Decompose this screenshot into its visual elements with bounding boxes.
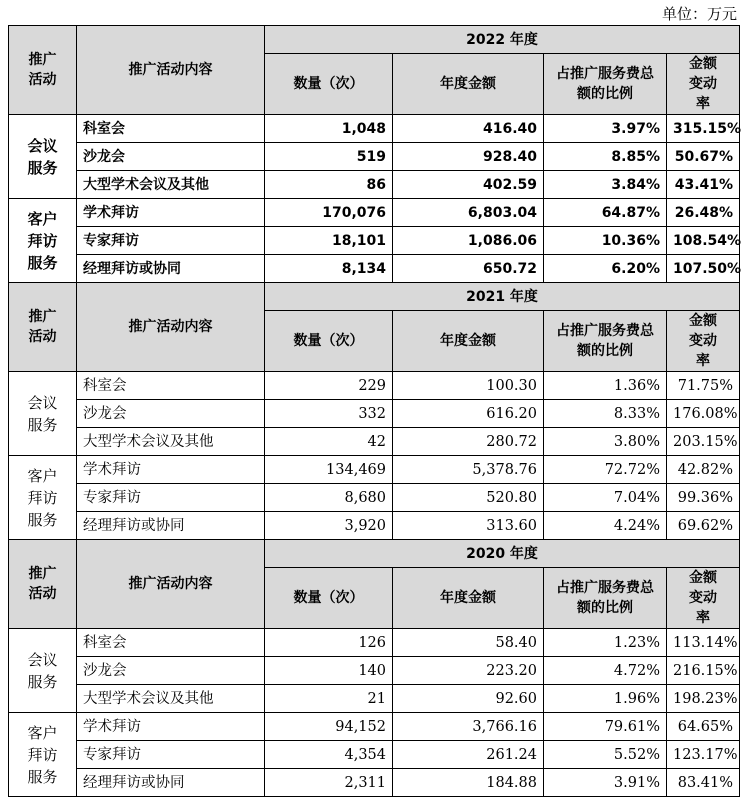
activity-change: 108.54%: [667, 227, 740, 255]
activity-amount: 3,766.16: [393, 713, 544, 741]
activity-count: 332: [265, 400, 393, 428]
activity-change: 176.08%: [667, 400, 740, 428]
activity-ratio: 3.91%: [544, 769, 667, 797]
activity-ratio: 1.23%: [544, 629, 667, 657]
activity-ratio: 3.84%: [544, 171, 667, 199]
year-header-row: [9, 26, 740, 54]
activity-count: 4,354: [265, 741, 393, 769]
activity-name: 经理拜访或协同: [77, 255, 265, 283]
header-activity: 推广活动: [9, 26, 77, 115]
unit-label: 单位：万元: [661, 5, 737, 23]
activity-amount: 92.60: [393, 685, 544, 713]
activity-ratio: 8.85%: [544, 143, 667, 171]
activity-amount: 650.72: [393, 255, 544, 283]
table-row: [9, 428, 740, 456]
header-ratio: 占推广服务费总额的比例: [544, 54, 667, 115]
activity-ratio: 4.72%: [544, 657, 667, 685]
promotion-activity-table: [8, 25, 740, 797]
activity-count: 126: [265, 629, 393, 657]
activity-amount: 261.24: [393, 741, 544, 769]
activity-name: 专家拜访: [77, 484, 265, 512]
activity-count: 519: [265, 143, 393, 171]
activity-change: 203.15%: [667, 428, 740, 456]
activity-amount: 223.20: [393, 657, 544, 685]
activity-ratio: 8.33%: [544, 400, 667, 428]
activity-change: 216.15%: [667, 657, 740, 685]
header-change: 金额变动率: [667, 568, 740, 629]
header-ratio: 占推广服务费总额的比例: [544, 568, 667, 629]
activity-count: 21: [265, 685, 393, 713]
activity-change: 43.41%: [667, 171, 740, 199]
activity-ratio: 64.87%: [544, 199, 667, 227]
header-content: 推广活动内容: [77, 540, 265, 629]
activity-count: 8,680: [265, 484, 393, 512]
activity-name: 学术拜访: [77, 713, 265, 741]
activity-change: 315.15%: [667, 115, 740, 143]
activity-count: 42: [265, 428, 393, 456]
activity-ratio: 4.24%: [544, 512, 667, 540]
activity-ratio: 1.36%: [544, 372, 667, 400]
activity-count: 3,920: [265, 512, 393, 540]
activity-amount: 520.80: [393, 484, 544, 512]
activity-count: 1,048: [265, 115, 393, 143]
table-row: [9, 456, 740, 484]
activity-name: 科室会: [77, 629, 265, 657]
activity-name: 沙龙会: [77, 657, 265, 685]
activity-count: 94,152: [265, 713, 393, 741]
table-row: [9, 171, 740, 199]
group-visit: 客户拜访服务: [9, 713, 77, 797]
activity-amount: 5,378.76: [393, 456, 544, 484]
table-row: [9, 629, 740, 657]
activity-change: 198.23%: [667, 685, 740, 713]
activity-change: 123.17%: [667, 741, 740, 769]
table-row: [9, 484, 740, 512]
header-ratio: 占推广服务费总额的比例: [544, 311, 667, 372]
group-meeting: 会议服务: [9, 629, 77, 713]
activity-ratio: 5.52%: [544, 741, 667, 769]
activity-ratio: 7.04%: [544, 484, 667, 512]
header-activity: 推广活动: [9, 540, 77, 629]
activity-name: 学术拜访: [77, 199, 265, 227]
activity-change: 42.82%: [667, 456, 740, 484]
activity-amount: 6,803.04: [393, 199, 544, 227]
table-row: [9, 769, 740, 797]
activity-name: 科室会: [77, 372, 265, 400]
header-count: 数量（次）: [265, 568, 393, 629]
year-label: 2020 年度: [265, 540, 740, 568]
activity-amount: 313.60: [393, 512, 544, 540]
activity-count: 86: [265, 171, 393, 199]
activity-ratio: 10.36%: [544, 227, 667, 255]
group-meeting: 会议服务: [9, 115, 77, 199]
activity-ratio: 1.96%: [544, 685, 667, 713]
table-row: [9, 400, 740, 428]
activity-change: 69.62%: [667, 512, 740, 540]
header-amount: 年度金额: [393, 568, 544, 629]
activity-count: 140: [265, 657, 393, 685]
activity-ratio: 3.80%: [544, 428, 667, 456]
header-change: 金额变动率: [667, 311, 740, 372]
table-row: [9, 143, 740, 171]
activity-change: 83.41%: [667, 769, 740, 797]
table-row: [9, 372, 740, 400]
header-amount: 年度金额: [393, 311, 544, 372]
table-row: [9, 115, 740, 143]
activity-count: 18,101: [265, 227, 393, 255]
activity-change: 107.50%: [667, 255, 740, 283]
year-header-row: [9, 283, 740, 311]
year-label: 2022 年度: [265, 26, 740, 54]
table-row: [9, 255, 740, 283]
table-row: [9, 741, 740, 769]
activity-count: 229: [265, 372, 393, 400]
header-count: 数量（次）: [265, 54, 393, 115]
activity-name: 经理拜访或协同: [77, 512, 265, 540]
activity-amount: 184.88: [393, 769, 544, 797]
activity-change: 71.75%: [667, 372, 740, 400]
activity-amount: 1,086.06: [393, 227, 544, 255]
table-row: [9, 657, 740, 685]
table-row: [9, 713, 740, 741]
activity-change: 99.36%: [667, 484, 740, 512]
activity-name: 大型学术会议及其他: [77, 171, 265, 199]
activity-ratio: 72.72%: [544, 456, 667, 484]
activity-change: 113.14%: [667, 629, 740, 657]
header-count: 数量（次）: [265, 311, 393, 372]
activity-count: 8,134: [265, 255, 393, 283]
activity-count: 134,469: [265, 456, 393, 484]
activity-name: 专家拜访: [77, 227, 265, 255]
activity-name: 大型学术会议及其他: [77, 685, 265, 713]
header-content: 推广活动内容: [77, 26, 265, 115]
year-header-row: [9, 540, 740, 568]
activity-count: 170,076: [265, 199, 393, 227]
group-visit: 客户拜访服务: [9, 199, 77, 283]
activity-amount: 928.40: [393, 143, 544, 171]
activity-count: 2,311: [265, 769, 393, 797]
activity-ratio: 79.61%: [544, 713, 667, 741]
group-visit: 客户拜访服务: [9, 456, 77, 540]
activity-name: 沙龙会: [77, 143, 265, 171]
activity-name: 大型学术会议及其他: [77, 428, 265, 456]
activity-amount: 402.59: [393, 171, 544, 199]
activity-name: 沙龙会: [77, 400, 265, 428]
table-row: [9, 512, 740, 540]
activity-amount: 100.30: [393, 372, 544, 400]
header-change: 金额变动率: [667, 54, 740, 115]
table-row: [9, 199, 740, 227]
activity-ratio: 3.97%: [544, 115, 667, 143]
activity-change: 64.65%: [667, 713, 740, 741]
activity-amount: 616.20: [393, 400, 544, 428]
activity-amount: 416.40: [393, 115, 544, 143]
activity-name: 科室会: [77, 115, 265, 143]
group-meeting: 会议服务: [9, 372, 77, 456]
table-row: [9, 685, 740, 713]
activity-name: 经理拜访或协同: [77, 769, 265, 797]
activity-name: 专家拜访: [77, 741, 265, 769]
activity-amount: 280.72: [393, 428, 544, 456]
activity-amount: 58.40: [393, 629, 544, 657]
activity-change: 50.67%: [667, 143, 740, 171]
table-row: [9, 227, 740, 255]
year-label: 2021 年度: [265, 283, 740, 311]
header-amount: 年度金额: [393, 54, 544, 115]
header-activity: 推广活动: [9, 283, 77, 372]
activity-name: 学术拜访: [77, 456, 265, 484]
header-content: 推广活动内容: [77, 283, 265, 372]
activity-change: 26.48%: [667, 199, 740, 227]
activity-ratio: 6.20%: [544, 255, 667, 283]
